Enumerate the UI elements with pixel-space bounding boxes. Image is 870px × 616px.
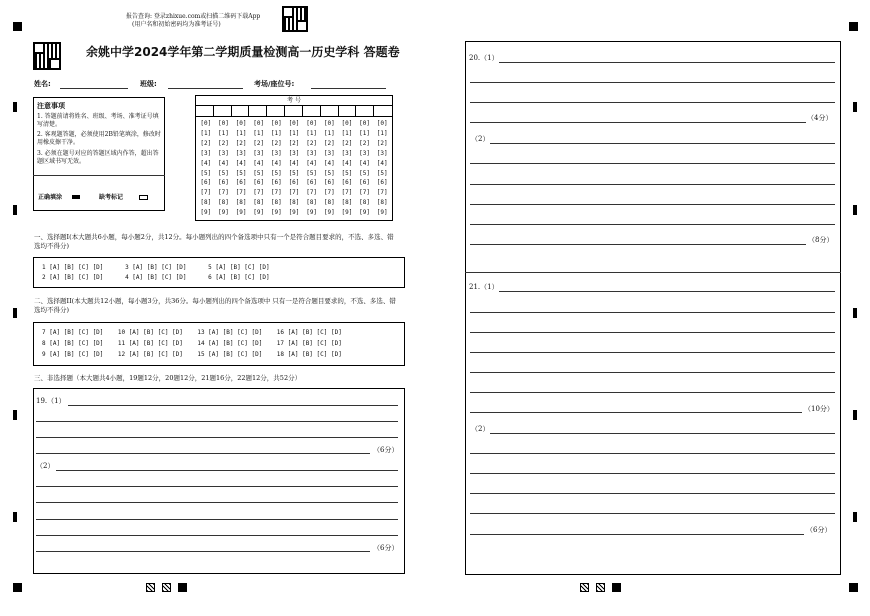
q21-part2-label: （2） xyxy=(471,425,490,433)
exam-digit-bubble[interactable]: [5] xyxy=(200,169,212,177)
exam-digit-bubble[interactable]: [1] xyxy=(288,129,300,137)
name-field[interactable] xyxy=(60,88,128,89)
page-mark-icon xyxy=(596,583,605,592)
exam-digit-bubble[interactable]: [9] xyxy=(359,209,370,217)
notice-item: 2. 客观题答题，必须使用2B铅笔填涂，修改时用橡皮擦干净。 xyxy=(37,131,161,146)
exam-digit-bubble[interactable]: [8] xyxy=(376,199,388,207)
exam-digit-bubble[interactable]: [1] xyxy=(359,129,370,137)
exam-digit-bubble[interactable]: [7] xyxy=(359,189,370,197)
answer-line[interactable] xyxy=(36,421,398,422)
exam-digit-bubble[interactable]: [4] xyxy=(359,159,370,167)
exam-digit-bubble[interactable]: [6] xyxy=(323,179,335,187)
exam-digit-bubble[interactable]: [8] xyxy=(359,199,370,207)
exam-digit-bubble[interactable]: [6] xyxy=(288,179,300,187)
q19-score2: （6分） xyxy=(373,544,399,552)
q21-part1-label: 21.（1） xyxy=(469,283,499,291)
absent-mark-label: 缺考标记 xyxy=(99,194,124,201)
answer-line[interactable] xyxy=(36,486,398,487)
absent-mark-checkbox[interactable] xyxy=(139,195,148,200)
exam-digit-bubble[interactable]: [7] xyxy=(341,189,353,197)
timing-mark xyxy=(13,512,17,522)
answer-line[interactable] xyxy=(36,453,370,454)
exam-digit-bubble[interactable]: [7] xyxy=(306,189,318,197)
exam-digit-bubble[interactable]: [2] xyxy=(376,139,388,147)
answer-line[interactable] xyxy=(470,224,835,225)
exam-digit-bubble[interactable]: [7] xyxy=(218,189,229,197)
exam-digit-bubble[interactable]: [7] xyxy=(253,189,265,197)
answer-row[interactable]: 8 [A] [B] [C] [D] 11 [A] [B] [C] [D] 14 [A] [B] [C] [D] 17 [A] [B] [C] [D] xyxy=(42,340,342,347)
q20-score1: （4分） xyxy=(807,114,833,122)
exam-digit-bubble[interactable]: [3] xyxy=(253,149,265,157)
answer-line[interactable] xyxy=(490,143,835,144)
exam-digit-bubble[interactable]: [9] xyxy=(306,209,318,217)
answer-line[interactable] xyxy=(470,204,835,205)
exam-digit-bubble[interactable]: [9] xyxy=(270,209,282,217)
exam-digit-bubble[interactable]: [8] xyxy=(270,199,282,207)
exam-digit-bubble[interactable]: [1] xyxy=(306,129,318,137)
answer-line[interactable] xyxy=(36,437,398,438)
section2-heading: 二、选择题II(本大题共12小题，每小题3分，共36分。每小题列出的四个备选项中 只有一是符合题目要求的，不选、多选、错选均不得分) xyxy=(34,297,396,314)
exam-digit-bubble[interactable]: [2] xyxy=(323,139,335,147)
q19-part2-label: （2） xyxy=(36,462,55,470)
exam-digit-bubble[interactable]: [8] xyxy=(288,199,300,207)
answer-line[interactable] xyxy=(499,291,835,292)
exam-digit-bubble[interactable]: [1] xyxy=(270,129,282,137)
exam-number-label: 考 号 xyxy=(196,96,392,106)
exam-digit-bubble[interactable]: [4] xyxy=(288,159,300,167)
correct-fill-label: 正确填涂 xyxy=(38,194,63,201)
answer-line[interactable] xyxy=(470,392,835,393)
q19-part1-label: 19.（1） xyxy=(36,397,66,405)
page-mark-icon xyxy=(146,583,155,592)
name-label: 姓名: xyxy=(34,80,51,88)
exam-digit-bubble[interactable]: [0] xyxy=(253,120,265,127)
exam-digit-bubble[interactable]: [6] xyxy=(235,179,247,187)
q21-score1: （10分） xyxy=(804,405,834,413)
class-label: 班级: xyxy=(140,80,157,88)
answer-line[interactable] xyxy=(499,62,835,63)
answer-line[interactable] xyxy=(470,163,835,164)
notice-item: 3. 必须在题号对应的答题区域内作答，超出答题区域书写无效。 xyxy=(37,150,159,165)
answer-line[interactable] xyxy=(470,82,835,83)
report-query-line: 报告查询: 登录zhixue.com或扫描二维码下载App xyxy=(126,13,261,20)
answer-line[interactable] xyxy=(470,534,804,535)
q19-answer-box xyxy=(33,388,405,574)
exam-digit-bubble[interactable]: [0] xyxy=(200,120,212,127)
notice-heading: 注意事项 xyxy=(37,101,65,110)
class-field[interactable] xyxy=(168,88,243,89)
corner-mark-bottom-left xyxy=(13,583,22,592)
exam-digit-bubble[interactable]: [2] xyxy=(218,139,229,147)
section3-heading: 三、非选择题（本大题共4小题，19题12分，20题12分，21题16分，22题12分，共52分） xyxy=(34,374,302,382)
answer-line[interactable] xyxy=(470,312,835,313)
exam-digit-bubble[interactable]: [3] xyxy=(235,149,247,157)
exam-digit-bubble[interactable]: [0] xyxy=(270,120,282,127)
corner-mark-bottom-right xyxy=(849,583,858,592)
exam-digit-bubble[interactable]: [5] xyxy=(288,169,300,177)
student-qr-code-icon xyxy=(33,42,61,70)
exam-digit-bubble[interactable]: [7] xyxy=(200,189,212,197)
exam-digit-bubble[interactable]: [9] xyxy=(218,209,229,217)
exam-digit-bubble[interactable]: [0] xyxy=(235,120,247,127)
timing-mark xyxy=(853,102,857,112)
exam-digit-bubble[interactable]: [8] xyxy=(341,199,353,207)
section1-answer-box xyxy=(33,257,405,288)
timing-mark xyxy=(853,308,857,318)
timing-mark xyxy=(13,205,17,215)
q20-score2: （8分） xyxy=(808,236,834,244)
exam-digit-bubble[interactable]: [1] xyxy=(253,129,265,137)
filled-bubble-icon xyxy=(72,195,80,199)
exam-digit-bubble[interactable]: [0] xyxy=(288,120,300,127)
exam-digit-bubble[interactable]: [9] xyxy=(341,209,353,217)
answer-line[interactable] xyxy=(470,122,806,123)
answer-row[interactable]: 9 [A] [B] [C] [D] 12 [A] [B] [C] [D] 15 [A] [B] [C] [D] 18 [A] [B] [C] [D] xyxy=(42,351,342,358)
exam-digit-bubble[interactable]: [4] xyxy=(235,159,247,167)
exam-digit-bubble[interactable]: [2] xyxy=(359,139,370,147)
exam-digit-bubble[interactable]: [5] xyxy=(218,169,229,177)
exam-digit-bubble[interactable]: [9] xyxy=(323,209,335,217)
q21-score2: （6分） xyxy=(806,526,832,534)
answer-line[interactable] xyxy=(470,453,835,454)
report-query-hint: (用户名和初始密码均为准考证号) xyxy=(132,21,221,28)
exam-digit-bubble[interactable]: [4] xyxy=(218,159,229,167)
exam-digit-bubble[interactable]: [6] xyxy=(270,179,282,187)
exam-digit-bubble[interactable]: [8] xyxy=(253,199,265,207)
exam-digit-bubble[interactable]: [5] xyxy=(323,169,335,177)
exam-digit-bubble[interactable]: [9] xyxy=(200,209,212,217)
page-mark-icon xyxy=(612,583,621,592)
exam-digit-bubble[interactable]: [4] xyxy=(253,159,265,167)
exam-digit-bubble[interactable]: [4] xyxy=(200,159,212,167)
exam-digit-bubble[interactable]: [7] xyxy=(270,189,282,197)
exam-digit-bubble[interactable]: [6] xyxy=(341,179,353,187)
exam-number-write-cells[interactable] xyxy=(196,106,392,117)
answer-line[interactable] xyxy=(68,405,398,406)
answer-row[interactable]: 2 [A] [B] [C] [D] 4 [A] [B] [C] [D] 6 [A] [B] [C] [D] xyxy=(42,274,270,281)
exam-digit-bubble[interactable]: [5] xyxy=(270,169,282,177)
answer-line[interactable] xyxy=(36,502,398,503)
q20-part2-label: （2） xyxy=(471,135,490,143)
exam-digit-bubble[interactable]: [1] xyxy=(376,129,388,137)
exam-digit-bubble[interactable]: [2] xyxy=(200,139,212,147)
exam-digit-bubble[interactable]: [6] xyxy=(376,179,388,187)
exam-digit-bubble[interactable]: [5] xyxy=(376,169,388,177)
exam-digit-bubble[interactable]: [5] xyxy=(235,169,247,177)
exam-digit-bubble[interactable]: [1] xyxy=(235,129,247,137)
exam-digit-bubble[interactable]: [1] xyxy=(341,129,353,137)
timing-mark xyxy=(13,102,17,112)
answer-line[interactable] xyxy=(36,519,398,520)
timing-mark xyxy=(853,410,857,420)
corner-mark-top-left xyxy=(13,22,22,31)
exam-digit-bubble[interactable]: [1] xyxy=(323,129,335,137)
exam-digit-bubble[interactable]: [9] xyxy=(253,209,265,217)
exam-digit-bubble[interactable]: [5] xyxy=(359,169,370,177)
exam-digit-bubble[interactable]: [6] xyxy=(218,179,229,187)
exam-digit-bubble[interactable]: [7] xyxy=(235,189,247,197)
exam-digit-bubble[interactable]: [2] xyxy=(235,139,247,147)
exam-digit-bubble[interactable]: [0] xyxy=(359,120,370,127)
exam-digit-bubble[interactable]: [3] xyxy=(218,149,229,157)
answer-line[interactable] xyxy=(470,473,835,474)
answer-line[interactable] xyxy=(470,412,802,413)
answer-line[interactable] xyxy=(36,535,398,536)
seat-field[interactable] xyxy=(311,88,386,89)
exam-digit-bubble[interactable]: [3] xyxy=(288,149,300,157)
exam-digit-bubble[interactable]: [2] xyxy=(253,139,265,147)
exam-digit-bubble[interactable]: [5] xyxy=(253,169,265,177)
page-mark-icon xyxy=(178,583,187,592)
exam-digit-bubble[interactable]: [3] xyxy=(200,149,212,157)
exam-digit-bubble[interactable]: [0] xyxy=(376,120,388,127)
timing-mark xyxy=(13,410,17,420)
exam-digit-bubble[interactable]: [8] xyxy=(218,199,229,207)
exam-digit-bubble[interactable]: [8] xyxy=(306,199,318,207)
answer-line[interactable] xyxy=(490,433,835,434)
answer-line[interactable] xyxy=(470,184,835,185)
answer-line[interactable] xyxy=(470,332,835,333)
exam-digit-bubble[interactable]: [3] xyxy=(359,149,370,157)
exam-digit-bubble[interactable]: [2] xyxy=(341,139,353,147)
answer-line[interactable] xyxy=(470,493,835,494)
exam-digit-bubble[interactable]: [2] xyxy=(288,139,300,147)
app-qr-code-icon xyxy=(282,6,308,32)
exam-number-bubbles[interactable] xyxy=(197,119,391,218)
exam-digit-bubble[interactable]: [3] xyxy=(341,149,353,157)
exam-digit-bubble[interactable]: [6] xyxy=(253,179,265,187)
answer-line[interactable] xyxy=(470,352,835,353)
answer-row[interactable]: 1 [A] [B] [C] [D] 3 [A] [B] [C] [D] 5 [A] [B] [C] [D] xyxy=(42,264,270,271)
q19-score1: （6分） xyxy=(373,446,399,454)
section1-heading: 一、选择题I(本大题共6小题，每小题2分，共12分。每小题列出的四个备选项中只有一个是符合题目要求的，不选、多选、错选均不得分) xyxy=(34,233,394,250)
divider xyxy=(33,175,165,176)
exam-digit-bubble[interactable]: [9] xyxy=(235,209,247,217)
exam-digit-bubble[interactable]: [3] xyxy=(376,149,388,157)
exam-digit-bubble[interactable]: [4] xyxy=(323,159,335,167)
exam-digit-bubble[interactable]: [4] xyxy=(376,159,388,167)
answer-line[interactable] xyxy=(470,513,835,514)
answer-line[interactable] xyxy=(470,102,835,103)
exam-digit-bubble[interactable]: [3] xyxy=(306,149,318,157)
notice-item: 1. 答题前请将姓名、班级、考场、准考证号填写清楚。 xyxy=(37,113,159,128)
exam-digit-bubble[interactable]: [4] xyxy=(341,159,353,167)
exam-digit-bubble[interactable]: [7] xyxy=(288,189,300,197)
q20-q21-divider xyxy=(465,272,841,273)
answer-line[interactable] xyxy=(36,551,370,552)
answer-line[interactable] xyxy=(470,372,835,373)
timing-mark xyxy=(13,308,17,318)
exam-digit-bubble[interactable]: [8] xyxy=(323,199,335,207)
exam-digit-bubble[interactable]: [4] xyxy=(270,159,282,167)
page-mark-icon xyxy=(162,583,171,592)
exam-digit-bubble[interactable]: [9] xyxy=(376,209,388,217)
exam-digit-bubble[interactable]: [0] xyxy=(218,120,229,127)
answer-line[interactable] xyxy=(470,244,806,245)
timing-mark xyxy=(853,512,857,522)
exam-digit-bubble[interactable]: [0] xyxy=(323,120,335,127)
exam-digit-bubble[interactable]: [5] xyxy=(341,169,353,177)
q20-part1-label: 20.（1） xyxy=(469,54,499,62)
exam-digit-bubble[interactable]: [2] xyxy=(306,139,318,147)
exam-digit-bubble[interactable]: [0] xyxy=(306,120,318,127)
exam-digit-bubble[interactable]: [3] xyxy=(323,149,335,157)
exam-digit-bubble[interactable]: [4] xyxy=(306,159,318,167)
exam-digit-bubble[interactable]: [7] xyxy=(376,189,388,197)
exam-digit-bubble[interactable]: [6] xyxy=(359,179,370,187)
answer-row[interactable]: 7 [A] [B] [C] [D] 10 [A] [B] [C] [D] 13 [A] [B] [C] [D] 16 [A] [B] [C] [D] xyxy=(42,329,342,336)
answer-line[interactable] xyxy=(56,470,398,471)
exam-digit-bubble[interactable]: [1] xyxy=(218,129,229,137)
page-title: 余姚中学2024学年第二学期质量检测高一历史学科 答题卷 xyxy=(86,45,400,59)
corner-mark-top-right xyxy=(849,22,858,31)
exam-digit-bubble[interactable]: [6] xyxy=(306,179,318,187)
exam-digit-bubble[interactable]: [6] xyxy=(200,179,212,187)
page-mark-icon xyxy=(580,583,589,592)
exam-digit-bubble[interactable]: [8] xyxy=(235,199,247,207)
exam-digit-bubble[interactable]: [1] xyxy=(200,129,212,137)
exam-digit-bubble[interactable]: [3] xyxy=(270,149,282,157)
seat-label: 考场/座位号: xyxy=(254,80,295,88)
exam-digit-bubble[interactable]: [7] xyxy=(323,189,335,197)
exam-digit-bubble[interactable]: [0] xyxy=(341,120,353,127)
timing-mark xyxy=(853,205,857,215)
exam-digit-bubble[interactable]: [5] xyxy=(306,169,318,177)
exam-digit-bubble[interactable]: [8] xyxy=(200,199,212,207)
exam-digit-bubble[interactable]: [2] xyxy=(270,139,282,147)
exam-digit-bubble[interactable]: [9] xyxy=(288,209,300,217)
